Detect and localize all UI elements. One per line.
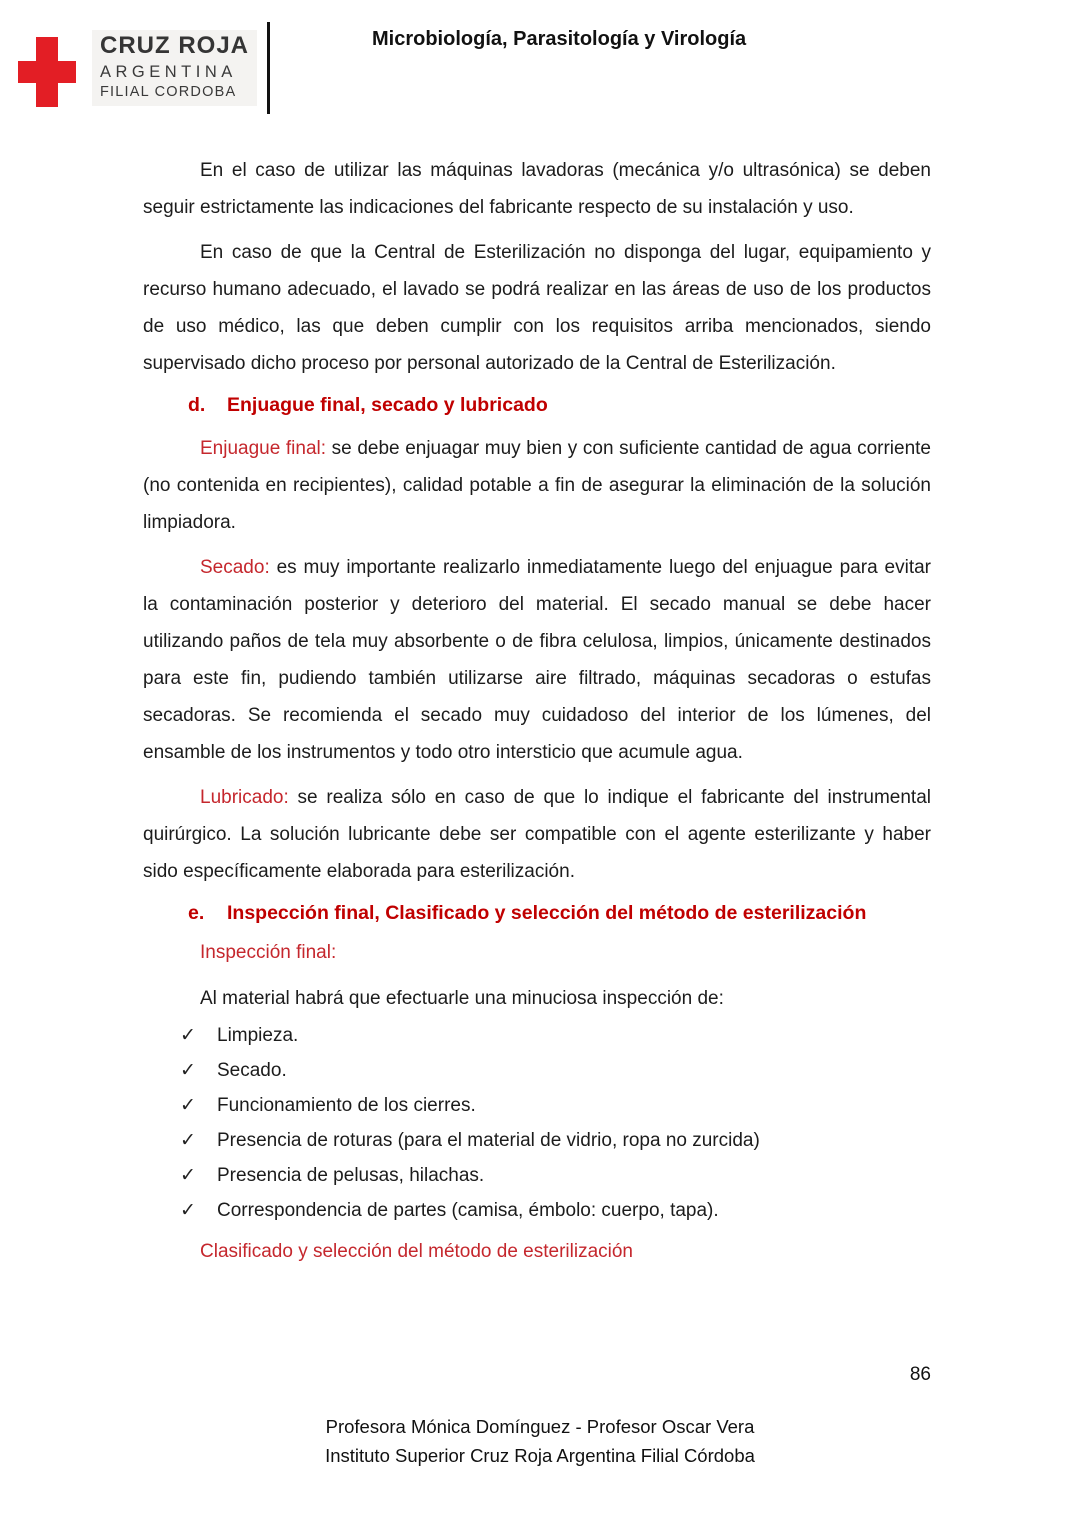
- paragraph-lavadoras: En el caso de utilizar las máquinas lavadoras (mecánica y/o ultrasónica) se deben seguir estrictamente las indicaciones del fabricante respecto de su instalación y uso.: [143, 160, 931, 218]
- logo-line-argentina: ARGENTINA: [100, 62, 237, 81]
- list-item: [180, 1162, 931, 1190]
- list-item-label: Presencia de roturas (para el material de vidrio, ropa no zurcida): [217, 1130, 760, 1151]
- list-item-label: Correspondencia de partes (camisa, émbolo: cuerpo, tapa).: [217, 1200, 719, 1221]
- check-icon: ✓: [180, 1130, 196, 1151]
- paragraph-lubricado-text: se realiza sólo en caso de que lo indique el fabricante del instrumental quirúrgico. La solución lubricante debe ser compatible con el agente esterilizante y haber sido específicamente elaborada para esterilización.: [143, 787, 931, 882]
- paragraph-enjuague-final: [143, 430, 931, 541]
- inspection-checklist: [143, 1022, 931, 1225]
- check-icon: ✓: [180, 1095, 196, 1116]
- list-item: [180, 1022, 931, 1050]
- page-title: Microbiología, Parasitología y Virología: [372, 28, 747, 50]
- list-item-label: Limpieza.: [217, 1025, 299, 1046]
- page-number: 86: [909, 1364, 931, 1385]
- check-icon: ✓: [180, 1200, 196, 1221]
- heading-d-enjuague-secado-lubricado: [188, 390, 931, 420]
- logo-line-cruz-roja: CRUZ ROJA: [100, 32, 250, 60]
- heading-e-inspeccion-final: [188, 898, 931, 928]
- list-item: [180, 1092, 931, 1120]
- heading-text: Enjuague final, secado y lubricado: [227, 394, 548, 416]
- heading-letter: d.: [188, 394, 206, 416]
- label-inspeccion-final: Inspección final:: [200, 942, 337, 963]
- logo-text-block: [92, 30, 257, 105]
- document-body: [143, 152, 931, 1267]
- list-item-label: Presencia de pelusas, hilachas.: [217, 1165, 485, 1186]
- label-lubricado: Lubricado:: [200, 787, 289, 808]
- list-item-label: Funcionamiento de los cierres.: [217, 1095, 476, 1116]
- paragraph-secado: [143, 549, 931, 771]
- list-item-label: Secado.: [217, 1060, 287, 1081]
- footer-authors: Profesora Mónica Domínguez - Profesor Oscar Vera: [325, 1416, 755, 1437]
- logo-divider: [267, 22, 270, 114]
- check-icon: ✓: [180, 1165, 196, 1186]
- paragraph-secado-text: es muy importante realizarlo inmediatamente luego del enjuague para evitar la contaminación posterior y deterioro del material. El secado manual se debe hacer utilizando paños de tela muy absorbente o de fibra celulosa, limpios, únicamente destinados para este fin, pudiendo también utilizarse aire filtrado, máquinas secadoras o estufas secadoras. Se recomienda el secado muy cuidadoso del interior de los lúmenes, del ensamble de los instrumentos y todo otro intersticio que acumule agua.: [143, 557, 931, 763]
- red-cross-icon: [18, 37, 76, 107]
- check-icon: ✓: [180, 1060, 196, 1081]
- label-secado: Secado:: [200, 557, 270, 578]
- paragraph-inspeccion-intro: Al material habrá que efectuarle una minuciosa inspección de:: [200, 988, 724, 1009]
- cruz-roja-logo: [18, 22, 270, 114]
- list-item: [180, 1197, 931, 1225]
- heading-letter: e.: [188, 902, 205, 924]
- list-item: [180, 1057, 931, 1085]
- footer-institution: Instituto Superior Cruz Roja Argentina Filial Córdoba: [325, 1445, 755, 1466]
- label-clasificado-seleccion: Clasificado y selección del método de esterilización: [200, 1241, 634, 1262]
- paragraph-lubricado: [143, 779, 931, 890]
- paragraph-enjuague-text: se debe enjuagar muy bien y con suficiente cantidad de agua corriente (no contenida en recipientes), calidad potable a fin de asegurar la eliminación de la solución limpiadora.: [143, 438, 931, 533]
- label-enjuague-final: Enjuague final:: [200, 438, 327, 459]
- logo-line-filial-cordoba: FILIAL CORDOBA: [100, 83, 237, 100]
- check-icon: ✓: [180, 1025, 196, 1046]
- heading-text: Inspección final, Clasificado y selección del método de esterilización: [227, 902, 867, 924]
- list-item: [180, 1127, 931, 1155]
- page-footer: [0, 1412, 1080, 1470]
- paragraph-central-esterilizacion: En caso de que la Central de Esterilización no disponga del lugar, equipamiento y recurso humano adecuado, el lavado se podrá realizar en las áreas de uso de los productos de uso médico, las que deben cumplir con los requisitos arriba mencionados, siendo supervisado dicho proceso por personal autorizado de la Central de Esterilización.: [143, 242, 931, 374]
